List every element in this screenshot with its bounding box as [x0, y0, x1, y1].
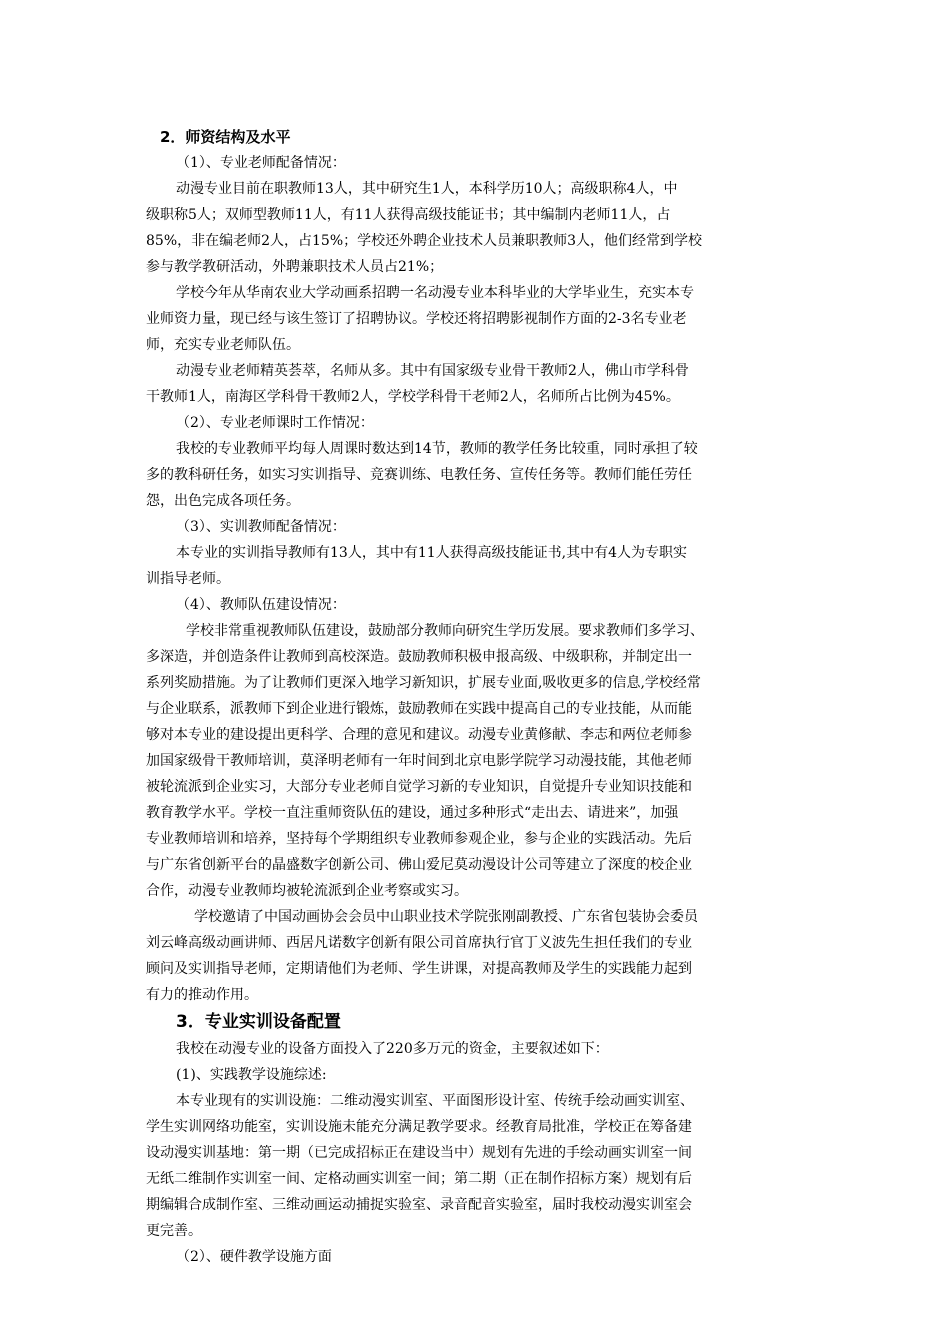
- subheading-practice-facilities: (1)、实践教学设施综述:: [176, 1067, 327, 1083]
- paragraph-line: 业师资力量，现已经与该生签订了招聘协议。学校还将招聘影视制作方面的2-3名专业老: [146, 311, 687, 327]
- paragraph-line: 学校今年从华南农业大学动画系招聘一名动漫专业本科毕业的大学毕业生，充实本专: [176, 285, 694, 301]
- paragraph-line: 学生实训网络功能室，实训设施未能充分满足教学要求。经教育局批准，学校正在筹备建: [146, 1119, 692, 1135]
- paragraph-line: 动漫专业老师精英荟萃，名师从多。其中有国家级专业骨干教师2人，佛山市学科骨: [176, 363, 689, 379]
- paragraph-line: 干教师1人，南海区学科骨干教师2人，学校学科骨干老师2人，名师所占比例为45%。: [146, 389, 680, 405]
- paragraph-line: 参与教学教研活动，外聘兼职技术人员占21%；: [146, 259, 444, 275]
- paragraph-line: 本专业现有的实训设施：二维动漫实训室、平面图形设计室、传统手绘动画实训室、: [176, 1093, 694, 1109]
- paragraph-line: 我校的专业教师平均每人周课时数达到14节，教师的教学任务比较重，同时承担了较: [176, 441, 698, 457]
- paragraph-line: 加国家级骨干教师培训，莫泽明老师有一年时间到北京电影学院学习动漫技能，其他老师: [146, 753, 692, 769]
- paragraph-team-building: [146, 618, 806, 904]
- paragraph-practice-facilities: [146, 1088, 806, 1244]
- paragraph-line: 够对本专业的建设提出更科学、合理的意见和建议。动漫专业黄修献、李志和两位老师参: [146, 727, 692, 743]
- paragraph-line: 训指导老师。: [146, 571, 230, 587]
- section-3-heading: 3．专业实训设备配置: [176, 1012, 341, 1032]
- paragraph-line: 顾问及实训指导老师，定期请他们为老师、学生讲课，对提高教师及学生的实践能力起到: [146, 961, 692, 977]
- paragraph-line: 多的教科研任务，如实习实训指导、竞赛训练、电教任务、宣传任务等。教师们能任劳任: [146, 467, 692, 483]
- paragraph-invited-experts: [146, 904, 806, 1008]
- paragraph-line: 85%，非在编老师2人，占15%；学校还外聘企业技术人员兼职教师3人，他们经常到学校: [146, 233, 703, 249]
- paragraph-famous-teachers: [146, 358, 806, 410]
- paragraph-line: 本专业的实训指导教师有13人，其中有11人获得高级技能证书,其中有4人为专职实: [176, 545, 687, 561]
- paragraph-line: 刘云峰高级动画讲师、西居凡诺数字创新有限公司首席执行官丁义波先生担任我们的专业: [146, 935, 692, 951]
- paragraph-line: 设动漫实训基地：第一期（已完成招标正在建设当中）规划有先进的手绘动画实训室一间: [146, 1145, 692, 1161]
- paragraph-line: 多深造，并创造条件让教师到高校深造。鼓励教师积极申报高级、中级职称，并制定出一: [146, 649, 692, 665]
- paragraph-recruitment: [146, 280, 806, 358]
- paragraph-line: 合作，动漫专业教师均被轮流派到企业考察或实习。: [146, 883, 468, 899]
- paragraph-workload: [146, 436, 806, 514]
- paragraph-line: 更完善。: [146, 1223, 202, 1239]
- paragraph-line: 无纸二维制作实训室一间、定格动画实训室一间；第二期（正在制作招标方案）规划有后: [146, 1171, 692, 1187]
- section-2-heading: 2．师资结构及水平: [160, 128, 291, 146]
- paragraph-line: 被轮流派到企业实习，大部分专业老师自觉学习新的专业知识，自觉提升专业知识技能和: [146, 779, 692, 795]
- paragraph-line: 动漫专业目前在职教师13人，其中研究生1人，本科学历10人；高级职称4人，中: [176, 181, 678, 197]
- paragraph-line: 师，充实专业老师队伍。: [146, 337, 300, 353]
- paragraph-line: 学校邀请了中国动画协会会员中山职业技术学院张刚副教授、广东省包装协会委员: [194, 909, 698, 925]
- paragraph-line: 学校非常重视教师队伍建设，鼓励部分教师向研究生学历发展。要求教师们多学习、: [186, 623, 704, 639]
- paragraph-equipment-intro: [146, 1036, 806, 1062]
- document-body: [146, 124, 806, 1270]
- paragraph-line: 系列奖励措施。为了让教师们更深入地学习新知识，扩展专业面,吸收更多的信息,学校经常: [146, 675, 701, 691]
- subheading-team-building: （4）、教师队伍建设情况：: [176, 597, 346, 613]
- paragraph-line: 与广东省创新平台的晶盛数字创新公司、佛山爱尼莫动漫设计公司等建立了深度的校企业: [146, 857, 692, 873]
- paragraph-line: 级职称5人；双师型教师11人，有11人获得高级技能证书；其中编制内老师11人，占: [146, 207, 671, 223]
- subheading-teacher-staffing: （1）、专业老师配备情况：: [176, 155, 346, 171]
- subheading-workload: （2）、专业老师课时工作情况：: [176, 415, 374, 431]
- paragraph-line: 期编辑合成制作室、三维动画运动捕捉实验室、录音配音实验室，届时我校动漫实训室会: [146, 1197, 692, 1213]
- paragraph-line: 我校在动漫专业的设备方面投入了220多万元的资金，主要叙述如下：: [176, 1041, 609, 1057]
- subheading-hardware-facilities: （2）、硬件教学设施方面: [176, 1249, 332, 1265]
- subheading-training-teachers: （3）、实训教师配备情况：: [176, 519, 346, 535]
- paragraph-training-teachers: [146, 540, 806, 592]
- paragraph-line: 有力的推动作用。: [146, 987, 258, 1003]
- paragraph-line: 与企业联系，派教师下到企业进行锻炼，鼓励教师在实践中提高自己的专业技能，从而能: [146, 701, 692, 717]
- paragraph-line: 教育教学水平。学校一直注重师资队伍的建设，通过多种形式“走出去、请进来”，加强: [146, 805, 679, 821]
- paragraph-line: 专业教师培训和培养，坚持每个学期组织专业教师参观企业，参与企业的实践活动。先后: [146, 831, 692, 847]
- paragraph-line: 怨，出色完成各项任务。: [146, 493, 300, 509]
- paragraph-staffing: [146, 176, 806, 280]
